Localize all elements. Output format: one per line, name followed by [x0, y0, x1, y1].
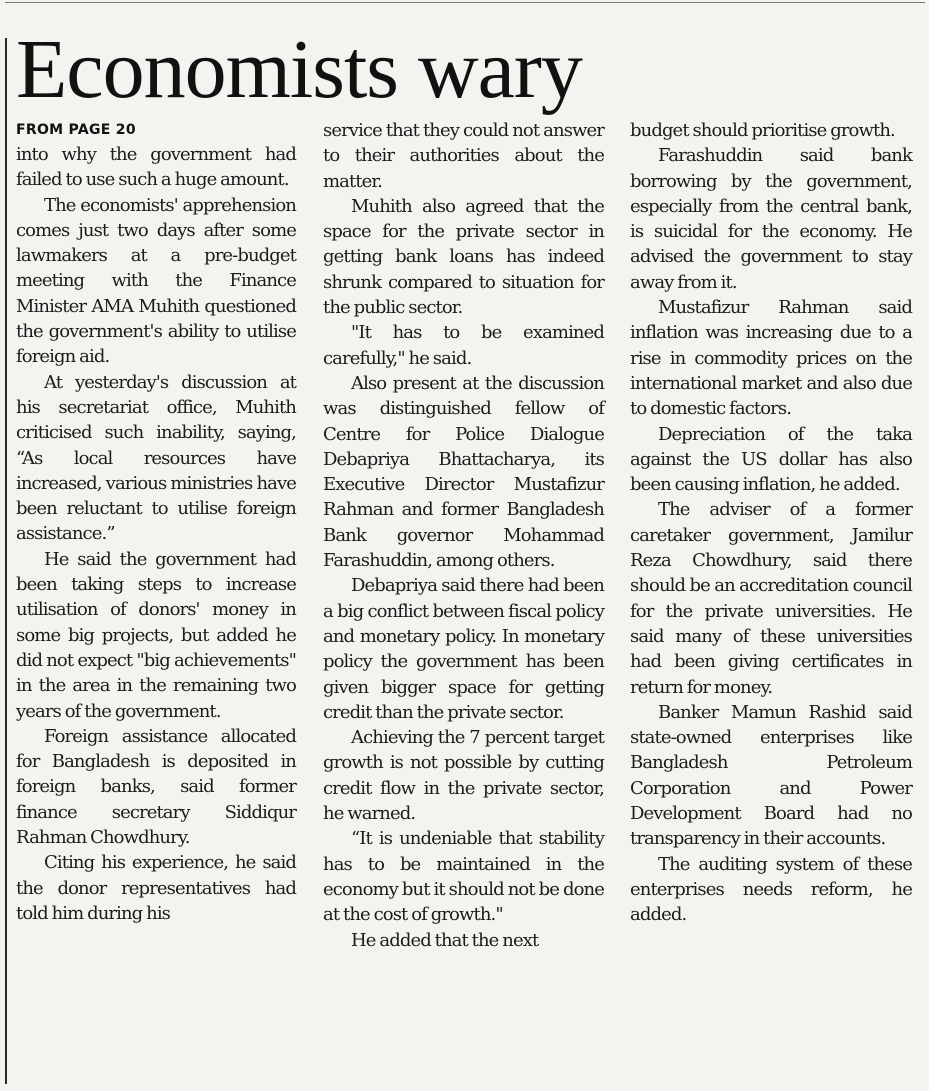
paragraph: The auditing system of these enterprises needs reform, he added.	[630, 853, 912, 926]
paragraph: Achieving the 7 percent target growth is not possible by cutting credit flow in the private sector, he warned.	[323, 727, 604, 825]
continuation-kicker: FROM PAGE 20	[16, 122, 136, 138]
paragraph: Citing his experience, he said the donor representatives had told him during his	[16, 852, 296, 924]
paragraph: Also present at the discussion was distinguished fellow of Centre for Police Dialogue Debapriya Bhattacharya, its Executive Director Mustafizur Rahman and former Bangladesh Bank governor Mohammad Farashuddin, among others.	[323, 372, 604, 572]
paragraph: Muhith also agreed that the space for the private sector in getting bank loans has indeed shrunk compared to situation for the public sector.	[323, 195, 604, 319]
article-column-3	[630, 118, 912, 928]
paragraph: The economists' apprehension comes just two days after some lawmakers at a pre-budget meeting with the Finance Minister AMA Muhith questioned the government's ability to utilise foreign aid.	[16, 194, 296, 368]
paragraph: "It has to be examined carefully," he said.	[323, 322, 604, 369]
paragraph: “It is undeniable that stability has to be maintained in the economy but it should not be done at the cost of growth."	[323, 828, 604, 926]
paragraph: Depreciation of the taka against the US dollar has also been causing inflation, he added.	[630, 423, 912, 496]
paragraph: The adviser of a former caretaker government, Jamilur Reza Chowdhury, said there should be an accreditation council for the private universities. He said many of these universities had been giving certificates in return for money.	[630, 499, 912, 698]
paragraph: At yesterday's discussion at his secretariat office, Muhith criticised such inability, saying, “As local resources have increased, various ministries have been reluctant to utilise foreign assistance.”	[16, 371, 296, 545]
left-border	[5, 38, 7, 1084]
paragraph: Mustafizur Rahman said inflation was increasing due to a rise in commodity prices on the international market and also due to domestic factors.	[630, 297, 912, 420]
top-border	[5, 2, 925, 3]
paragraph: He added that the next	[351, 929, 539, 951]
paragraph: Banker Mamun Rashid said state-owned enterprises like Bangladesh Petroleum Corporation and Power Development Board had no transparency in their accounts.	[630, 701, 912, 850]
paragraph: service that they could not answer to their authorities about the matter.	[323, 120, 604, 192]
headline: Economists wary	[16, 23, 582, 116]
paragraph: Foreign assistance allocated for Bangladesh is deposited in foreign banks, said former finance secretary Siddiqur Rahman Chowdhury.	[16, 725, 296, 849]
paragraph: Farashuddin said bank borrowing by the government, especially from the central bank, is suicidal for the economy. He advised the government to stay away from it.	[630, 145, 912, 293]
article-column-2	[323, 118, 604, 953]
paragraph: budget should prioritise growth.	[630, 120, 895, 141]
article-column-1	[16, 142, 296, 926]
paragraph: He said the government had been taking steps to increase utilisation of donors' money in some big projects, but added he did not expect "big achievements" in the area in the remaining two years of the government.	[16, 548, 296, 722]
paragraph: into why the government had failed to use such a huge amount.	[16, 144, 296, 191]
paragraph: Debapriya said there had been a big conflict between fiscal policy and monetary policy. In monetary policy the government has been given bigger space for getting credit than the private sector.	[323, 575, 604, 723]
